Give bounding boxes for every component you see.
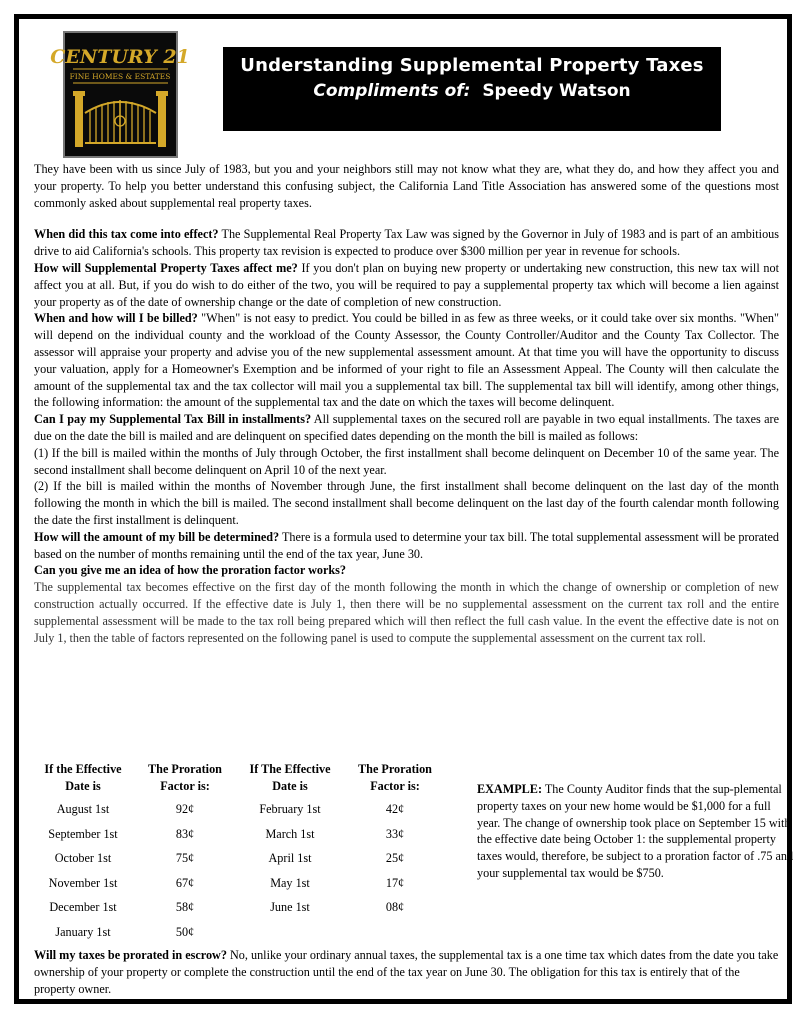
table-cell: 25¢ [385, 851, 405, 866]
section-billing [34, 310, 779, 411]
table-header: If the Effective Date is [44, 762, 122, 793]
article-body [34, 161, 779, 646]
logo-tagline: FINE HOMES & ESTATES [69, 72, 171, 81]
proration-table [34, 761, 794, 946]
table-cell: September 1st [48, 826, 118, 841]
example-box [477, 781, 797, 882]
table-col-factors-left [138, 761, 232, 945]
table-cell: February 1st [259, 802, 321, 816]
compliments-label: Compliments of: [313, 81, 471, 101]
question: How will the amount of my bill be determined? [34, 529, 280, 544]
table-cell: June 1st [270, 900, 310, 915]
intro-paragraph: They have been with us since July of 1983, but you and your neighbors still may not know what they are, what they do, and how they affect you and your property. To help you better understand this confusing subject, the California Land Title Association has answered some of the questions most commonly asked about supplemental real property taxes. [34, 162, 779, 210]
agent-name: Speedy Watson [482, 81, 631, 101]
question: Will my taxes be prorated in escrow? [34, 948, 227, 962]
table-cell: 33¢ [385, 826, 405, 841]
answer: There is a formula used to determine your tax bill. The total supplemental assessment will be prorated based on the number of months remaining until the end of the tax year, June 30. [34, 529, 779, 561]
table-cell: March 1st [265, 826, 315, 841]
section-affect-me [34, 260, 779, 310]
question: Can I pay my Supplemental Tax Bill in installments? [34, 412, 312, 427]
table-cell: May 1st [270, 875, 310, 890]
question: When and how will I be billed? [34, 311, 198, 326]
answer: "When" is not easy to predict. You could be billed in as few as three weeks, or it could take over six months. "When" will depend on the individual county and the workload of the County Assessor, the County Controller/Auditor and the County Tax Collector. The assessor will appraise your property and advise you of the new supplemental assessment amount. At that time you will have the opportunity to discuss your valuation, apply for a Homeowner's Exemption and be informed of your right to file an Assessment Appeal. The County will then calculate the amount of the supplemental tax and the tax collector will mail you a supplemental tax bill. The supplemental tax bill will identify, among other things, the following information: the amount of the supplemental tax and the date on which the taxes will become delinquent. [34, 311, 779, 410]
table-cell: 67¢ [175, 875, 195, 890]
table-cell: August 1st [56, 802, 110, 816]
proration-answer: The supplemental tax becomes effective on the first day of the month following the month in which the change of ownership or completion of new construction actually occurred. If the effective date is July 1, then there will be no supplemental assessment on the current tax roll and the entire supplemental assessment will be made to the tax roll being prepared which will then reflect the full cash value. In the event the effective date is not on July 1, then the table of factors represented on the following panel is used to compute the supplemental assessment on the current tax roll. [34, 580, 779, 645]
section-effect-date [34, 226, 779, 260]
table-cell: 92¢ [175, 802, 195, 816]
table-header: The Proration Factor is: [358, 762, 432, 793]
document-subtitle [223, 81, 721, 101]
example-text: The County Auditor finds that the sup-plemental property taxes on your new home would be $1,000 for a full year. The change of ownership took place on September 15 with the effective date being October 1: the supplemental property taxes would, therefore, be subject to a proration factor of .75 and your supplemental tax would be $750. [477, 782, 794, 880]
section-escrow [34, 947, 779, 997]
section-amount [34, 529, 779, 563]
question: How will Supplemental Property Taxes affect me? [34, 260, 298, 275]
logo-brand-text: CENTURY 21 [50, 46, 190, 68]
table-col-dates-right [239, 761, 341, 920]
table-cell: 17¢ [385, 875, 405, 890]
table-cell: October 1st [54, 851, 112, 866]
table-cell: 50¢ [175, 924, 195, 939]
table-cell: January 1st [55, 924, 111, 939]
table-col-factors-right [347, 761, 443, 920]
table-cell: December 1st [49, 900, 117, 915]
installment-rule-2: (2) If the bill is mailed within the months of November through June, the first installment shall become delinquent on the last day of the month following the month in which the bill is mailed. The second installment shall become delinquent on the last day of the fourth calendar month following the date the first installment is delinquent. [34, 479, 779, 527]
question: When did this tax come into effect? [34, 227, 219, 242]
table-cell: 83¢ [175, 826, 195, 841]
logo-graphic [50, 33, 190, 156]
example-label: EXAMPLE: [477, 782, 542, 796]
page-frame [14, 14, 792, 1004]
table-cell: 42¢ [385, 802, 405, 816]
table-cell: 75¢ [175, 851, 195, 866]
answer: No, unlike your ordinary annual taxes, the supplemental tax is a one time tax which dates from the date you take ownership of your property or complete the construction until the end of the tax year on June 30. The obligation for this tax is entirely that of the property owner. [34, 948, 779, 996]
document-title: Understanding Supplemental Property Taxes [240, 55, 704, 76]
answer: All supplemental taxes on the secured roll are payable in two equal installments. The taxes are due on the date the bill is mailed and are delinquent on specified dates depending on the month the bill is mailed as follows: [34, 412, 779, 443]
answer: If you don't plan on buying new property or undertaking new construction, this new tax will not affect you at all. But, if you do wish to do either of the two, you will be required to pay a supplemental property tax which will become a lien against your property as of the date of ownership change or the date of completion of new construction. [34, 260, 779, 309]
answer: The Supplemental Real Property Tax Law was signed by the Governor in July of 1983 and is part of an ambitious drive to aid California's schools. This property tax revision is expected to produce over $300 million per year in revenue for schools. [34, 227, 779, 259]
title-banner [223, 47, 721, 131]
table-cell: November 1st [48, 875, 118, 890]
table-cell: 08¢ [385, 900, 405, 915]
table-header: The Proration Factor is: [148, 762, 222, 793]
proration-question: Can you give me an idea of how the proration factor works? [34, 563, 347, 578]
table-col-dates-left [34, 761, 132, 945]
table-cell: April 1st [268, 851, 312, 866]
table-cell: 58¢ [175, 900, 195, 915]
table-header: If The Effective Date is [249, 762, 331, 793]
installment-rule-1: (1) If the bill is mailed within the months of July through October, the first installment shall become delinquent on December 10 of the same year. The second installment shall become delinquent on April 10 of the next year. [34, 445, 779, 477]
section-installments [34, 411, 779, 445]
century21-logo [50, 31, 190, 158]
